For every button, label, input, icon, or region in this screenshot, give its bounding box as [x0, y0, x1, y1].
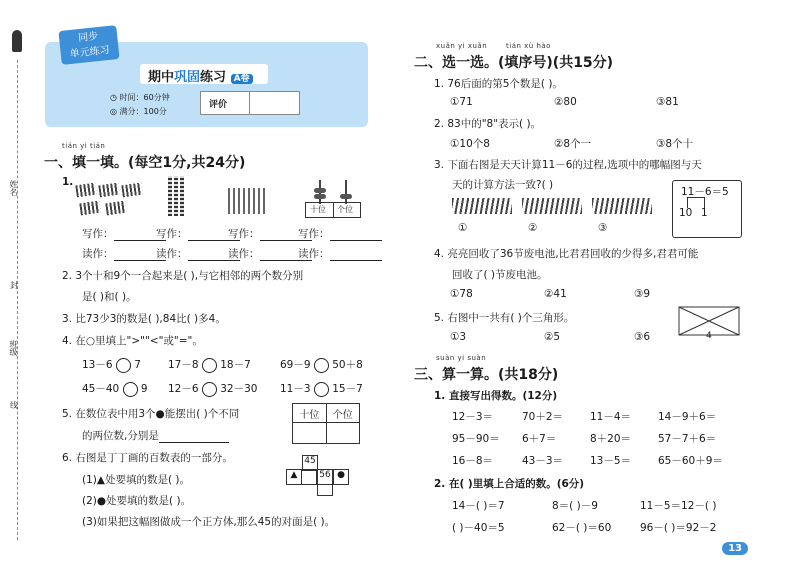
- abacus-picture: [305, 180, 361, 218]
- bundle: [121, 183, 142, 198]
- question-4: 4. 在○里填上">""<"或"="。: [62, 335, 203, 347]
- compare-circle[interactable]: [314, 382, 329, 397]
- stick-groups-picture: [228, 188, 288, 218]
- version-badge: A卷: [231, 74, 253, 84]
- page-number: 13: [722, 542, 748, 555]
- cell-blank: [301, 469, 317, 485]
- eval-box: [200, 91, 300, 115]
- s2-q2-opt-3[interactable]: ③8个十: [656, 138, 694, 150]
- s2-q5-opt-3[interactable]: ③6: [634, 331, 651, 343]
- place-tens-header: 十位: [293, 404, 327, 423]
- q1-read-row: 读作：: [298, 246, 382, 261]
- calc-item[interactable]: 70＋2＝: [522, 411, 564, 423]
- abacus-ones-label: 个位: [337, 205, 353, 214]
- place-ones-header: 个位: [326, 404, 360, 423]
- s2-q4-opt-1[interactable]: ①78: [450, 288, 473, 300]
- s2-q5-opt-2[interactable]: ②5: [544, 331, 561, 343]
- sec2-title: 二、选一选。(填序号)(共15分): [414, 55, 614, 71]
- abacus-base: [305, 202, 361, 218]
- unit-tag: [58, 25, 119, 65]
- s2-question-5: 5. 右图中一共有( )个三角形。: [434, 312, 575, 324]
- cell-triangle: ▲: [286, 469, 302, 485]
- compare-circle[interactable]: [116, 358, 131, 373]
- q5-answer[interactable]: [159, 431, 229, 443]
- binding-dashed-line: [17, 60, 18, 540]
- calc-item[interactable]: 11－4＝: [590, 411, 632, 423]
- q1-read-row: 读作：: [82, 246, 166, 261]
- s2-q1-opt-1[interactable]: ①71: [450, 96, 473, 108]
- compare-circle[interactable]: [202, 382, 217, 397]
- sec1-pinyin: tián yi tián: [62, 142, 106, 150]
- star-icon: ◎: [110, 107, 120, 116]
- q1-read-row: 读作：: [156, 246, 240, 261]
- compare-item: 17－8 18－7: [168, 359, 251, 371]
- score-info: ◎ 满分：100分: [110, 107, 167, 116]
- s2-q1-opt-2[interactable]: ②80: [554, 96, 577, 108]
- option-picture-1: [452, 198, 512, 214]
- stick: [233, 188, 235, 214]
- fill-item[interactable]: 62－( )＝60: [552, 522, 612, 534]
- binding-margin: [8, 30, 28, 550]
- binding-seal-label: 封: [10, 281, 18, 290]
- fill-item[interactable]: 11－5＝12－( ): [640, 500, 717, 512]
- question-5: 5. 在数位表中用3个●能摆出( )个不同: [62, 408, 240, 420]
- s2-q2-opt-2[interactable]: ②8个一: [554, 138, 592, 150]
- calc-figure: [672, 180, 742, 238]
- place-tens-cell[interactable]: [293, 423, 327, 444]
- abacus-rod: [345, 180, 347, 204]
- time-info: ◷ 时间：60分钟: [110, 93, 170, 102]
- page-title: [148, 66, 253, 85]
- eval-label: 评价: [209, 100, 228, 110]
- compare-circle[interactable]: [314, 358, 329, 373]
- write-answer-4[interactable]: [330, 229, 382, 241]
- compare-circle[interactable]: [123, 382, 138, 397]
- sec2-pinyin-1: xuǎn yi xuǎn: [436, 42, 488, 50]
- stick: [238, 188, 240, 214]
- s3-question-2: 2. 在( )里填上合适的数。(6分): [434, 478, 585, 490]
- s2-q4-opt-3[interactable]: ③9: [634, 288, 651, 300]
- s2-question-4-cont: 回收了( )节废电池。: [452, 269, 548, 281]
- question-6-1: (1)▲处要填的数是( )。: [82, 474, 190, 486]
- s2-question-4: 4. 亮亮回收了36节废电池,比君君回收的少得多,君君可能: [434, 248, 699, 260]
- sec2-pinyin-2: tián xù hào: [506, 42, 551, 50]
- binding-name-label: 姓名: [9, 180, 18, 196]
- place-ones-cell[interactable]: [326, 423, 360, 444]
- s2-q3-opt-3[interactable]: ③: [598, 222, 608, 234]
- compare-item: 45－40 9: [82, 383, 148, 395]
- calc-item[interactable]: 16－8＝: [452, 455, 494, 467]
- title-prefix: 期中: [148, 70, 175, 85]
- fill-item[interactable]: 96－( )＝92－2: [640, 522, 717, 534]
- stick: [258, 188, 260, 214]
- cube-rod: [168, 176, 172, 216]
- abacus-bead: [340, 194, 352, 199]
- cube-rod: [174, 176, 178, 216]
- q1-write-row: 写作：: [228, 226, 312, 241]
- title-suffix: 练习: [200, 70, 227, 85]
- s2-q3-opt-2[interactable]: ②: [528, 222, 538, 234]
- compare-item: 11－3 15－7: [280, 383, 363, 395]
- question-6-2: (2)●处要填的数是( )。: [82, 495, 192, 507]
- compare-item: 13－6 7: [82, 359, 141, 371]
- triangle-figure-label: 4: [706, 331, 712, 341]
- calc-item[interactable]: 6＋7＝: [522, 433, 557, 445]
- s2-q1-opt-3[interactable]: ③81: [656, 96, 679, 108]
- sec3-title: 三、算一算。(共18分): [414, 367, 559, 383]
- sec1-title: 一、填一填。(每空1分,共24分): [44, 155, 246, 171]
- hundred-chart-fragment: [286, 455, 362, 495]
- eval-divider: [249, 92, 250, 114]
- cell-45: 45: [302, 455, 318, 471]
- question-6-3: (3)如果把这幅图做成一个正方体,那么45的对面是( )。: [82, 516, 336, 528]
- stick: [228, 188, 230, 214]
- calc-item[interactable]: 13－5＝: [590, 455, 632, 467]
- bundle: [75, 183, 96, 198]
- calc-figure-equation: 11－6＝5: [681, 186, 729, 198]
- question-2: 2. 3个十和9个一合起来是( ),与它相邻的两个数分别: [62, 270, 304, 282]
- cube-rod: [180, 176, 184, 216]
- stick: [248, 188, 250, 214]
- calc-item[interactable]: 14－9＋6＝: [658, 411, 717, 423]
- fill-item[interactable]: ( )－40＝5: [452, 522, 505, 534]
- calc-item[interactable]: 8＋20＝: [590, 433, 632, 445]
- compare-item: 69－9 50＋8: [280, 359, 363, 371]
- calc-figure-10: 10: [679, 207, 693, 219]
- binding-line-label: 线: [10, 401, 18, 410]
- calc-item[interactable]: 57－7＋6＝: [658, 433, 717, 445]
- q1-number: 1.: [62, 176, 74, 188]
- calc-item[interactable]: 95－90＝: [452, 433, 500, 445]
- compare-circle[interactable]: [202, 358, 217, 373]
- s2-q3-opt-1[interactable]: ①: [458, 222, 468, 234]
- s2-question-3-cont: 天的计算方法一致?( ): [452, 179, 554, 191]
- q1-read-row: 读作：: [228, 246, 312, 261]
- cell-dot: ●: [333, 469, 349, 485]
- s2-q2-opt-1[interactable]: ①10个8: [450, 138, 490, 150]
- question-2-cont: 是( )和( )。: [82, 291, 137, 303]
- bundle: [105, 201, 126, 216]
- abacus-tens-label: 十位: [310, 205, 326, 214]
- q1-write-row: 写作：: [298, 226, 382, 241]
- question-3: 3. 比73少3的数是( ),84比( )多4。: [62, 313, 226, 325]
- bundle: [79, 201, 100, 216]
- s3-question-1: 1. 直接写出得数。(12分): [434, 390, 558, 402]
- fill-item[interactable]: 8＝( )－9: [552, 500, 598, 512]
- clock-icon: ◷: [110, 93, 120, 102]
- calc-figure-1: 1: [701, 207, 708, 219]
- unit-tag-line1: 同步: [77, 31, 99, 45]
- s2-q4-opt-2[interactable]: ②41: [544, 288, 567, 300]
- abacus-bead: [314, 194, 326, 199]
- option-picture-3: [592, 198, 652, 214]
- s2-question-3: 3. 下面右图是天天计算11－6的过程,选项中的哪幅图与天: [434, 159, 702, 171]
- stick: [263, 188, 265, 214]
- calc-item[interactable]: 43－3＝: [522, 455, 564, 467]
- unit-tag-line2: 单元练习: [69, 44, 111, 61]
- title-highlight: 巩固: [174, 70, 201, 85]
- rocket-icon: [12, 30, 22, 52]
- sec3-pinyin: suàn yi suàn: [436, 354, 487, 362]
- question-6: 6. 右图是丁丁画的百数表的一部分。: [62, 452, 233, 464]
- q1-write-row: 写作：: [156, 226, 240, 241]
- binding-class-label: 班级: [9, 340, 18, 356]
- calc-item[interactable]: 65－60＋9＝: [658, 455, 723, 467]
- q1-write-row: 写作：: [82, 226, 166, 241]
- bundle: [98, 183, 119, 198]
- s2-question-2: 2. 83中的"8"表示( )。: [434, 118, 542, 130]
- s2-question-1: 1. 76后面的第5个数是( )。: [434, 78, 563, 90]
- cube-rods-picture: [158, 176, 198, 220]
- stick: [253, 188, 255, 214]
- read-answer-4[interactable]: [330, 249, 382, 261]
- cell-56: 56: [317, 469, 333, 485]
- abacus-divider: [333, 203, 334, 217]
- fill-item[interactable]: 14－( )＝7: [452, 500, 505, 512]
- stick: [243, 188, 245, 214]
- question-5-cont: 的两位数,分别是: [82, 428, 229, 443]
- s2-q5-opt-1[interactable]: ①3: [450, 331, 467, 343]
- compare-item: 12－6 32－30: [168, 383, 258, 395]
- cell-bottom: [317, 484, 333, 496]
- abacus-bead: [314, 188, 326, 193]
- place-value-table: [292, 403, 360, 444]
- option-picture-2: [522, 198, 582, 214]
- calc-item[interactable]: 12－3＝: [452, 411, 494, 423]
- stick-bundles-picture: [76, 184, 146, 220]
